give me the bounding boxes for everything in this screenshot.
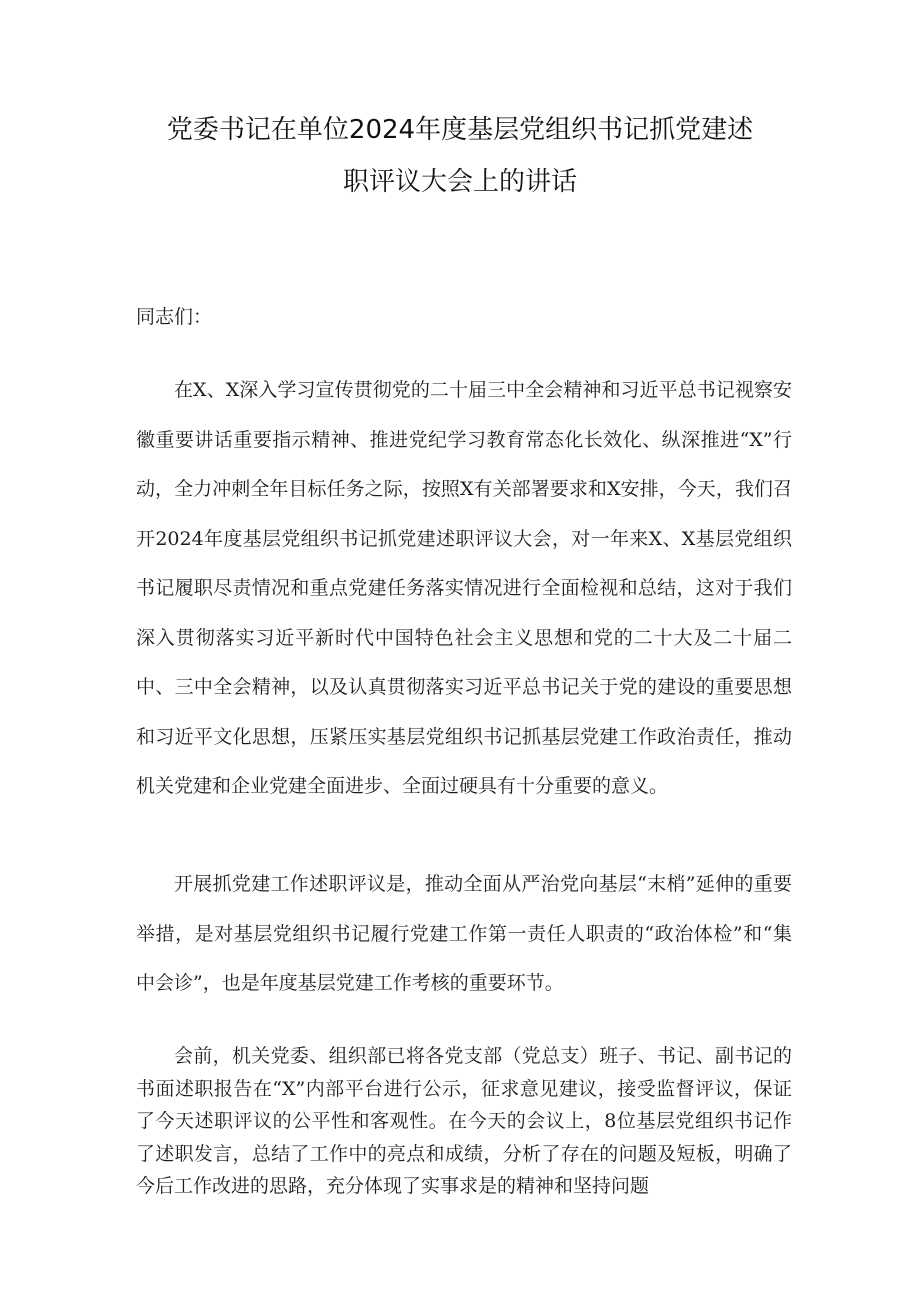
document-title-line-2: 职评议大会上的讲话 [342,167,577,197]
salutation: 同志们： [136,306,213,328]
paragraph-3: 会前，机关党委、组织部已将各党支部（党总支）班子、书记、副书记的书面述职报告在“X”内部平台进行公示，征求意见建议，接受监督评议，保证了今天述职评议的公平性和客观性。在今天的会议上，8位基层党组织书记作了述职发言，总结了工作中的亮点和成绩，分析了存在的问题及短板，明确了今后工作改进的思路，充分体现了实事求是的精神和坚持问题 [136,1045,792,1197]
paragraph-2: 开展抓党建工作述职评议是，推动全面从严治党向基层“末梢”延伸的重要举措，是对基层党组织书记履行党建工作第一责任人职责的“政治体检”和“集中会诊”，也是年度基层党建工作考核的重要环节。 [136,873,792,994]
document-title-line-1: 党委书记在单位2024年度基层党组织书记抓党建述 [166,115,754,145]
paragraph-1: 在X、X深入学习宣传贯彻党的二十届三中全会精神和习近平总书记视察安徽重要讲话重要指示精神、推进党纪学习教育常态化长效化、纵深推进“X”行动，全力冲刺全年目标任务之际，按照X有关部署要求和X安排，今天，我们召开2024年度基层党组织书记抓党建述职评议大会，对一年来X、X基层党组织书记履职尽责情况和重点党建任务落实情况进行全面检视和总结，这对于我们深入贯彻落实习近平新时代中国特色社会主义思想和党的二十大及二十届二中、三中全会精神，以及认真贯彻落实习近平总书记关于党的建设的重要思想和习近平文化思想，压紧压实基层党组织书记抓基层党建工作政治责任，推动机关党建和企业党建全面进步、全面过硬具有十分重要的意义。 [136,379,792,797]
